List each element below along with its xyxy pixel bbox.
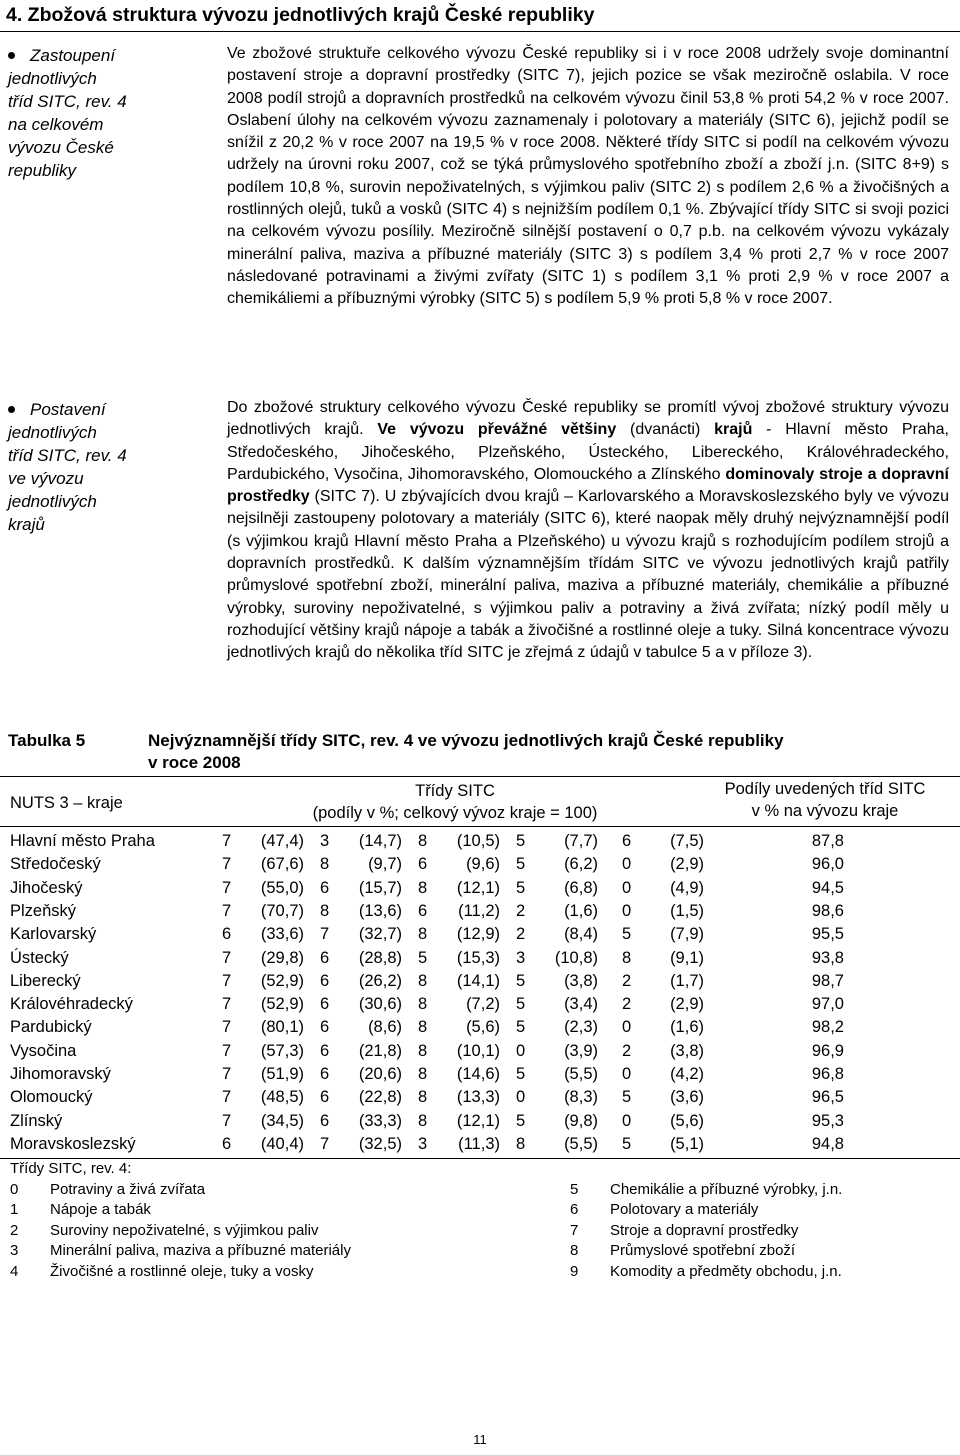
bullet-icon	[8, 52, 15, 59]
sitc-code: 8	[418, 1041, 428, 1060]
sitc-share: (3,9)	[564, 1041, 598, 1060]
legend-label: Průmyslové spotřební zboží	[610, 1242, 796, 1260]
sitc-code: 0	[516, 1088, 526, 1107]
sitc-code: 0	[622, 855, 632, 874]
sitc-share: (70,7)	[260, 901, 304, 920]
legend-code: 5	[570, 1181, 579, 1198]
sitc-share: (3,4)	[564, 995, 598, 1014]
table-row	[0, 1110, 960, 1133]
sidebar-line: jednotlivých	[8, 423, 97, 442]
sitc-share: (3,8)	[564, 971, 598, 990]
sidebar-line: jednotlivých	[8, 492, 97, 511]
legend-label: Minerální paliva, maziva a příbuzné materiály	[50, 1242, 351, 1260]
legend-right	[570, 1180, 842, 1282]
region-name: Vysočina	[10, 1041, 77, 1060]
legend-code: 6	[570, 1201, 579, 1219]
sitc-share: (51,9)	[260, 1065, 304, 1083]
sidebar-note-2	[8, 398, 173, 536]
sitc-code: 8	[418, 1065, 428, 1083]
table-row	[0, 877, 960, 900]
sitc-share: (11,3)	[458, 1134, 500, 1153]
sitc-code: 0	[622, 1018, 632, 1037]
table-row	[0, 1133, 960, 1156]
sitc-share: (11,2)	[458, 901, 500, 920]
legend-item	[10, 1241, 351, 1261]
sitc-code: 7	[222, 1018, 232, 1037]
region-name: Jihočeský	[10, 878, 83, 897]
sitc-share: (67,6)	[260, 855, 304, 874]
sitc-code: 6	[418, 901, 428, 920]
region-name: Plzeňský	[10, 901, 77, 920]
sidebar-note-1	[8, 44, 173, 182]
sidebar-line: jednotlivých	[8, 69, 97, 88]
sitc-share: (12,1)	[456, 878, 500, 897]
region-name: Středočeský	[10, 855, 101, 874]
legend-label: Polotovary a materiály	[610, 1201, 759, 1219]
sitc-share: (55,0)	[260, 878, 304, 897]
sitc-share: (5,1)	[670, 1134, 704, 1153]
region-name: Královéhradecký	[10, 995, 133, 1014]
sitc-share: (7,7)	[564, 832, 598, 850]
sitc-code: 7	[222, 1041, 232, 1060]
sidebar-line: tříd SITC, rev. 4	[8, 92, 127, 111]
sitc-share: (4,9)	[670, 878, 704, 897]
sitc-code: 6	[320, 1018, 330, 1037]
table-row	[0, 947, 960, 970]
sitc-share: (6,8)	[564, 878, 598, 897]
sitc-share: (48,5)	[260, 1088, 304, 1107]
header-line: v % na vývozu kraje	[751, 802, 899, 820]
sitc-share: (5,6)	[670, 1111, 704, 1130]
sitc-code: 6	[222, 1134, 232, 1153]
sitc-share: (1,6)	[564, 901, 598, 920]
sitc-code: 8	[418, 925, 428, 944]
sitc-code: 0	[516, 1041, 526, 1060]
region-name: Pardubický	[10, 1018, 92, 1037]
legend-code: 3	[10, 1242, 19, 1260]
table-row	[0, 830, 960, 853]
sidebar-line: ve vývozu	[8, 469, 84, 488]
table-row	[0, 970, 960, 993]
sitc-share: (7,9)	[670, 925, 704, 944]
table-row	[0, 900, 960, 923]
paragraph-1: Ve zbožové struktuře celkového vývozu České republiky si i v roce 2008 udržely svoje dominantní postavení stroje a dopravní prostředky (SITC 7), jejich pozice se však meziročně oslabila. V roce 2008 podíl strojů a dopravních prostředků na celkovém vývozu činil 53,8 % proti 54,2 % v roce 2007. Oslabení úlohy na celkovém vývozu zaznamenaly i polotovary a materiály (SITC 6), jejichž podíl se snížil z 20,2 % v roce 2007 na 19,5 % v roce 2008. Některé třídy SITC si podíl na celkovém vývozu udržely na úrovni roku 2007, což se týká průmyslového spotřebního zboží a zboží j.n. (SITC 8+9) s podílem 10,8 %, surovin nepoživatelných, s výjimkou paliv (SITC 2) s podílem 2,6 % a živočišných a rostlinných olejů, tuků a vosků (SITC 4) s nejnižším podílem 0,1 %. Zbývající třídy SITC si svoji pozici na celkovém vývozu posílily. Meziročně silnější postavení o 0,7 p.b. na celkovém vývozu vykázaly minerální paliva, maziva a příbuzné materiály (SITC 3) s podílem 3,4 % proti 2,7 % v roce 2007 následované potravinami a živými zvířaty (SITC 1) s podílem 3,1 % proti 2,9 % v roce 2007 a chemikáliemi a příbuznými výrobky (SITC 5) s podílem 5,9 % proti 5,8 % v roce 2007.	[227, 45, 949, 308]
sitc-code: 8	[418, 832, 428, 850]
sitc-share: (10,8)	[554, 948, 598, 967]
sitc-code: 7	[222, 855, 232, 874]
heading-rule	[0, 31, 960, 32]
caption-line: v roce 2008	[148, 753, 241, 772]
header-line: Třídy SITC	[415, 782, 495, 800]
sidebar-line: vývozu České	[8, 138, 114, 157]
sitc-share: (2,9)	[670, 995, 704, 1014]
sitc-code: 6	[320, 971, 330, 990]
legend-code: 1	[10, 1201, 19, 1219]
sitc-share: (33,6)	[260, 925, 304, 944]
sitc-share: (12,1)	[456, 1111, 500, 1130]
sitc-code: 5	[516, 1111, 526, 1130]
total-share: 96,9	[811, 1041, 844, 1060]
region-name: Jihomoravský	[10, 1065, 111, 1083]
sitc-code: 7	[222, 1088, 232, 1107]
table-row	[0, 1016, 960, 1039]
region-name: Ústecký	[10, 948, 69, 967]
page-title: 4. Zbožová struktura vývozu jednotlivých krajů České republiky	[6, 4, 595, 26]
table-bottom-rule	[0, 1158, 960, 1159]
sitc-share: (13,6)	[358, 901, 402, 920]
sidebar-line: tříd SITC, rev. 4	[8, 446, 127, 465]
table-row	[0, 993, 960, 1016]
sitc-share: (28,8)	[358, 948, 402, 967]
sitc-code: 3	[516, 948, 526, 967]
sitc-code: 7	[222, 1111, 232, 1130]
total-share: 87,8	[811, 832, 844, 850]
table-header-rule	[0, 826, 960, 827]
sitc-code: 5	[516, 971, 526, 990]
legend-item	[570, 1200, 842, 1220]
legend-code: 7	[570, 1221, 579, 1239]
sitc-code: 0	[622, 1111, 632, 1130]
total-share: 98,6	[811, 901, 844, 920]
sidebar-line: Postavení	[30, 400, 106, 419]
sitc-share: (7,5)	[670, 832, 704, 850]
legend-label: Živočišné a rostlinné oleje, tuky a vosky	[50, 1262, 314, 1280]
sitc-code: 2	[622, 995, 632, 1014]
total-share: 98,7	[811, 971, 844, 990]
sitc-code: 7	[222, 971, 232, 990]
region-name: Olomoucký	[10, 1088, 93, 1107]
sitc-share: (8,3)	[564, 1088, 598, 1107]
sitc-code: 7	[222, 1065, 232, 1083]
sitc-share: (10,1)	[456, 1041, 500, 1060]
legend-code: 2	[10, 1221, 19, 1239]
sitc-code: 8	[418, 878, 428, 897]
sitc-code: 5	[516, 855, 526, 874]
header-line: Podíly uvedených tříd SITC	[724, 780, 926, 798]
sitc-code: 6	[320, 1041, 330, 1060]
sitc-share: (7,2)	[466, 995, 500, 1014]
sitc-code: 8	[418, 971, 428, 990]
sitc-share: (8,6)	[368, 1018, 402, 1037]
legend-code: 0	[10, 1181, 19, 1198]
sidebar-line: krajů	[8, 515, 45, 534]
sitc-share: (33,3)	[358, 1111, 402, 1130]
sitc-share: (34,5)	[260, 1111, 304, 1130]
sitc-share: (14,7)	[358, 832, 402, 850]
sitc-share: (12,9)	[456, 925, 500, 944]
sitc-code: 6	[320, 995, 330, 1014]
legend-item	[570, 1241, 842, 1261]
sitc-code: 2	[516, 925, 526, 944]
sitc-share: (21,8)	[358, 1041, 402, 1060]
legend-left	[10, 1180, 351, 1282]
total-share: 98,2	[811, 1018, 844, 1037]
sitc-code: 7	[320, 1134, 330, 1153]
legend-item	[10, 1200, 351, 1220]
sitc-code: 0	[622, 1065, 632, 1083]
legend-item	[570, 1262, 842, 1282]
sitc-code: 6	[320, 948, 330, 967]
sitc-share: (47,4)	[260, 832, 304, 850]
sitc-share: (9,7)	[368, 855, 402, 874]
total-share: 96,0	[811, 855, 844, 874]
sitc-code: 8	[516, 1134, 526, 1153]
sitc-share: (6,2)	[564, 855, 598, 874]
legend-label: Komodity a předměty obchodu, j.n.	[610, 1262, 842, 1280]
sitc-share: (52,9)	[260, 995, 304, 1014]
region-name: Moravskoslezský	[10, 1134, 136, 1153]
sitc-share: (10,5)	[456, 832, 500, 850]
sitc-share: (52,9)	[260, 971, 304, 990]
sitc-share: (29,8)	[260, 948, 304, 967]
region-name: Karlovarský	[10, 925, 97, 944]
sitc-code: 6	[222, 925, 232, 944]
sitc-share: (13,3)	[456, 1088, 500, 1107]
legend-label: Potraviny a živá zvířata	[50, 1181, 206, 1198]
sitc-code: 6	[418, 855, 428, 874]
sitc-code: 8	[418, 1111, 428, 1130]
sitc-code: 5	[622, 925, 632, 944]
sitc-share: (1,6)	[670, 1018, 704, 1037]
region-name: Hlavní město Praha	[10, 832, 155, 850]
sitc-code: 5	[516, 1018, 526, 1037]
total-share: 96,8	[811, 1065, 844, 1083]
legend-item	[570, 1221, 842, 1241]
sitc-code: 0	[622, 878, 632, 897]
sitc-code: 7	[320, 925, 330, 944]
sitc-code: 2	[622, 971, 632, 990]
sitc-code: 7	[222, 948, 232, 967]
sitc-code: 5	[516, 878, 526, 897]
legend-item	[10, 1262, 351, 1282]
sitc-code: 8	[418, 995, 428, 1014]
sitc-share: (9,6)	[466, 855, 500, 874]
sitc-code: 5	[418, 948, 428, 967]
sitc-code: 7	[222, 901, 232, 920]
table-top-rule	[0, 776, 960, 777]
sitc-code: 6	[622, 832, 632, 850]
sitc-code: 5	[622, 1134, 632, 1153]
table-row	[0, 923, 960, 946]
sitc-code: 6	[320, 1065, 330, 1083]
sitc-code: 3	[418, 1134, 428, 1153]
table-caption	[148, 730, 784, 774]
header-region: NUTS 3 – kraje	[10, 794, 123, 812]
total-share: 94,8	[811, 1134, 844, 1153]
sitc-share: (80,1)	[260, 1018, 304, 1037]
sitc-code: 7	[222, 832, 232, 850]
sitc-share: (14,6)	[456, 1065, 500, 1083]
sidebar-line: republiky	[8, 161, 77, 180]
sitc-share: (2,3)	[564, 1018, 598, 1037]
sitc-share: (9,1)	[670, 948, 704, 967]
sitc-share: (15,7)	[358, 878, 402, 897]
header-classes	[260, 780, 650, 824]
sitc-share: (5,5)	[564, 1065, 598, 1083]
paragraph-2: Do zbožové struktury celkového vývozu České republiky se promítl vývoj zbožové struktury vývozu jednotlivých krajů. Ve vývozu převážné většiny (dvanácti) krajů - Hlavní město Praha, Středočeského, Jihočeského, Plzeňského, Ústeckého, Libereckého, Královéhradeckého, Pardubického, Vysočina, Jihomoravského, Olomouckého a Zlínského dominovaly stroje a dopravní prostředky (SITC 7). U zbývajících dvou krajů – Karlovarského a Moravskoslezského byly ve vývozu nejsilněji zastoupeny polotovary a materiály (SITC 6), které naopak měly druhý nejvýznamnější podíl (s výjimkou krajů Hlavní město Praha a Plzeňského) u vývozu krajů s rozhodujícím podílem strojů a dopravních prostředků. K dalším významnějším třídám SITC ve vývozu jednotlivých krajů patřily průmyslové spotřební zboží, minerální paliva, maziva a příbuzné materiály, chemikálie a příbuzné výrobky, suroviny nepoživatelné, s výjimkou paliv a potraviny a živá zvířata; nízký podíl měly u rozhodující většiny krajů nápoje a tabák a živočišné a rostlinné oleje a tuky. Silná koncentrace vývozu jednotlivých krajů do několika tříd SITC je zřejmá z údajů v tabulce 5 a v příloze 3).	[227, 399, 949, 662]
bullet-icon	[8, 406, 15, 413]
sitc-share: (3,6)	[670, 1088, 704, 1107]
sitc-code: 6	[320, 1088, 330, 1107]
header-line: (podíly v %; celkový vývoz kraje = 100)	[312, 804, 598, 822]
legend-item	[570, 1180, 842, 1200]
sitc-code: 7	[222, 878, 232, 897]
caption-line: Nejvýznamnější třídy SITC, rev. 4 ve vývozu jednotlivých krajů České republiky	[148, 731, 784, 750]
legend-title: Třídy SITC, rev. 4:	[10, 1160, 132, 1177]
sitc-share: (5,6)	[466, 1018, 500, 1037]
sitc-share: (20,6)	[358, 1065, 402, 1083]
sitc-share: (1,5)	[670, 901, 704, 920]
sitc-share: (5,5)	[564, 1134, 598, 1153]
sitc-code: 8	[622, 948, 632, 967]
sitc-share: (32,7)	[358, 925, 402, 944]
sitc-code: 5	[516, 995, 526, 1014]
sitc-share: (40,4)	[260, 1134, 304, 1153]
sitc-share: (9,8)	[564, 1111, 598, 1130]
table-row	[0, 853, 960, 876]
legend-code: 8	[570, 1242, 579, 1260]
sitc-share: (4,2)	[670, 1065, 704, 1083]
sitc-code: 5	[516, 1065, 526, 1083]
sitc-code: 6	[320, 1111, 330, 1130]
sidebar-line: Zastoupení	[30, 46, 116, 65]
sitc-share: (30,6)	[358, 995, 402, 1014]
sitc-code: 6	[320, 878, 330, 897]
region-name: Liberecký	[10, 971, 81, 990]
sitc-code: 2	[622, 1041, 632, 1060]
total-share: 97,0	[811, 995, 844, 1014]
sitc-share: (3,8)	[670, 1041, 704, 1060]
sitc-share: (14,1)	[456, 971, 500, 990]
total-share: 95,5	[811, 925, 844, 944]
sitc-share: (1,7)	[670, 971, 704, 990]
sitc-share: (8,4)	[564, 925, 598, 944]
legend-label: Nápoje a tabák	[50, 1201, 151, 1219]
sitc-code: 8	[418, 1018, 428, 1037]
legend-item	[10, 1221, 351, 1241]
sitc-share: (22,8)	[358, 1088, 402, 1107]
page-number: 11	[473, 1432, 487, 1447]
sitc-code: 8	[320, 901, 330, 920]
legend-code: 9	[570, 1262, 579, 1280]
table-row	[0, 1040, 960, 1063]
legend-label: Stroje a dopravní prostředky	[610, 1221, 799, 1239]
total-share: 95,3	[811, 1111, 844, 1130]
header-share	[700, 778, 950, 822]
sitc-share: (32,5)	[358, 1134, 402, 1153]
sitc-code: 3	[320, 832, 330, 850]
legend-label: Chemikálie a příbuzné výrobky, j.n.	[610, 1181, 843, 1198]
legend-label: Suroviny nepoživatelné, s výjimkou paliv	[50, 1221, 319, 1239]
legend-item	[10, 1180, 351, 1200]
region-name: Zlínský	[10, 1111, 63, 1130]
sitc-code: 2	[516, 901, 526, 920]
total-share: 96,5	[811, 1088, 844, 1107]
table-row	[0, 1086, 960, 1109]
sitc-code: 8	[320, 855, 330, 874]
sitc-share: (57,3)	[260, 1041, 304, 1060]
sitc-share: (26,2)	[358, 971, 402, 990]
sitc-code: 7	[222, 995, 232, 1014]
sidebar-line: na celkovém	[8, 115, 104, 134]
total-share: 93,8	[811, 948, 844, 967]
sitc-code: 5	[516, 832, 526, 850]
table-label: Tabulka 5	[8, 731, 86, 750]
table-row	[0, 1063, 960, 1086]
legend-code: 4	[10, 1262, 19, 1280]
sitc-share: (15,3)	[456, 948, 500, 967]
sitc-code: 0	[622, 901, 632, 920]
sitc-code: 5	[622, 1088, 632, 1107]
sitc-share: (2,9)	[670, 855, 704, 874]
sitc-code: 8	[418, 1088, 428, 1107]
total-share: 94,5	[811, 878, 844, 897]
